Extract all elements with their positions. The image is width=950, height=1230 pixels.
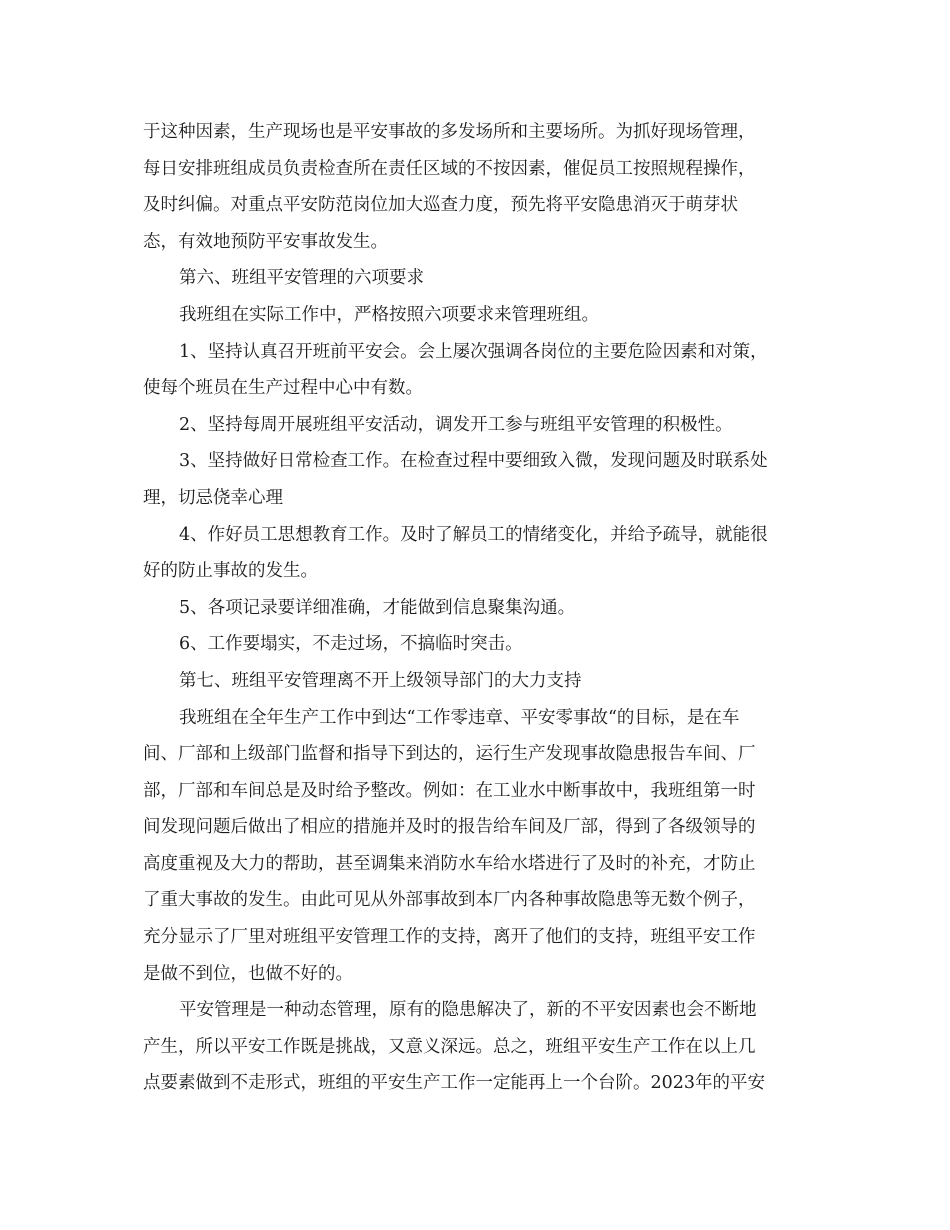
text-line: 我班组在实际工作中，严格按照六项要求来管理班组。 xyxy=(179,304,599,325)
text-line: 态，有效地预防平安事故发生。 xyxy=(143,231,388,252)
text-line: 每日安排班组成员负责检查所在责任区域的不按因素，催促员工按照规程操作， xyxy=(143,158,756,179)
text-line: 部，厂部和车间总是及时给予整改。例如：在工业水中断事故中，我班组第一时 xyxy=(143,780,756,801)
text-line: 及时纠偏。对重点平安防范岗位加大巡查力度，预先将平安隐患消灭于萌芽状 xyxy=(143,195,738,216)
text-line: 点要素做到不走形式，班组的平安生产工作一定能再上一个台阶。2023年的平安 xyxy=(143,1073,766,1094)
text-line: 是做不到位，也做不好的。 xyxy=(143,963,353,984)
text-line: 好的防止事故的发生。 xyxy=(143,561,318,582)
text-line: 了重大事故的发生。由此可见从外部事故到本厂内各种事故隐患等无数个例子， xyxy=(143,890,756,911)
document-body xyxy=(143,114,811,1102)
text-line: 高度重视及大力的帮助，甚至调集来消防水车给水塔进行了及时的补充，才防止 xyxy=(143,853,756,874)
text-line: 平安管理是一种动态管理，原有的隐患解决了，新的不平安因素也会不断地 xyxy=(179,1000,757,1021)
list-item: 4、作好员工思想教育工作。及时了解员工的情绪变化，并给予疏导，就能很 xyxy=(179,524,768,545)
text-line: 间发现问题后做出了相应的措施并及时的报告给车间及厂部，得到了各级领导的 xyxy=(143,817,756,838)
list-item: 6、工作要塌实，不走过场，不搞临时突击。 xyxy=(179,634,523,655)
text-line: 使每个班员在生产过程中心中有数。 xyxy=(143,378,423,399)
text-line: 间、厂部和上级部门监督和指导下到达的，运行生产发现事故隐患报告车间、厂 xyxy=(143,744,756,765)
section-heading: 第六、班组平安管理的六项要求 xyxy=(179,268,424,289)
list-item: 5、各项记录要详细准确，才能做到信息聚集沟通。 xyxy=(179,597,576,618)
text-line: 充分显示了厂里对班组平安管理工作的支持，离开了他们的支持，班组平安工作 xyxy=(143,927,756,948)
text-line: 产生，所以平安工作既是挑战，又意义深远。总之，班组平安生产工作在以上几 xyxy=(143,1036,756,1057)
list-item: 3、坚持做好日常检查工作。在检查过程中要细致入微，发现问题及时联系处 xyxy=(179,451,768,472)
list-item: 1、坚持认真召开班前平安会。会上屡次强调各岗位的主要危险因素和对策， xyxy=(179,341,768,362)
text-line: 我班组在全年生产工作中到达“工作零违章、平安零事故“的目标，是在车 xyxy=(179,707,740,728)
text-line: 理，切忌侥幸心理 xyxy=(143,487,283,508)
text-line: 于这种因素，生产现场也是平安事故的多发场所和主要场所。为抓好现场管理， xyxy=(143,122,756,142)
list-item: 2、坚持每周开展班组平安活动，调发开工参与班组平安管理的积极性。 xyxy=(179,414,733,435)
section-heading: 第七、班组平安管理离不开上级领导部门的大力支持 xyxy=(179,670,582,691)
